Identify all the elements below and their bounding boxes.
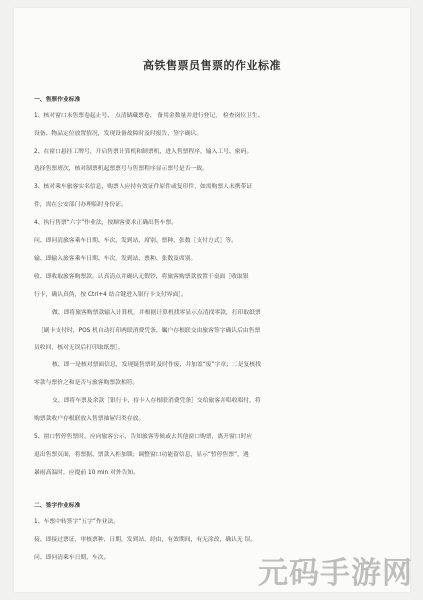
section-1-line: 3、核对乘车旅客实名信息，购票人应持有效证件原件或复印件，如需购票人未携带证 [34, 184, 253, 190]
section-1-line: 做、即将旅客购票款输入计算机，并根据计算机找零显示点清找零款，打印取纸票 [52, 310, 261, 316]
section-1-line: 零款与票价之和是否与旅客购票款相符。 [34, 380, 139, 386]
section-1-line: 暴雨高温时，应提前 10 min 对外告知。 [34, 470, 139, 476]
section-1-line: 2、在窗口悬挂工牌号，开启售票计算机和制票机，进入售票程序，输入工号、密码。 [34, 149, 253, 155]
section-1-line: 选择售票班次，核对制票机起票票号与售票程序显示票号是否一致。 [34, 166, 208, 172]
section-1-line: 行卡，确认真伪，按 Ctrl+4 结合键进入银行卡支付界面］。 [34, 292, 187, 298]
section-1-line: 1、核对窗口未售票卷起止号、 点清储藏票卷、 备用金数量并进行登记， 检查岗位卫生、 [34, 113, 264, 119]
document-page [14, 8, 410, 592]
section-1-line: 收、即收取旅客购票款，认真清点并确认无假钞，将旅客购票款放置于桌面［收取银 [34, 274, 249, 280]
section-1-line: 输、即输入旅客乘车日期、车次，发到站、票种、张数及席别。 [34, 256, 197, 262]
section-1-line: 交、即将车票及余款［银行卡、持卡人存根联消费凭条］交给旅客并唱收唱付，将 [52, 398, 261, 404]
section-1-line: 购票款收户存根联放入售票抽屉归类存放。 [34, 416, 145, 422]
section-1-line: 件，需在公安部门办理临时身份证。 [34, 202, 127, 208]
section-1-line: ［刷卡支付时，POS 机自动打印两联消费凭条，瞩户存根联交由旅客签字确认后由售票 [38, 328, 261, 334]
section-2-line: 1、车票中转签字“五字”作业法。 [34, 519, 120, 525]
section-1-line: 核、即一是核对票面信息，发现疑售票时及时作废，并加盖“废”字章；二是复核找 [52, 362, 261, 368]
section-1-line: 员收回，核对无误后打印取纸票］。 [34, 345, 124, 351]
section-1-line: 设备、物品定位放置情况，发现设备故障时及时报告，签字确认。 [34, 131, 203, 137]
section-1-line: 4、执行售票“六字”作业法，按顺客要求正确出售车票。 [34, 220, 178, 226]
section-1-line: 问、即问清旅客乘车日期、车次、发到站、席别、票种、张数［支付方式］等。 [34, 238, 237, 244]
section-2-heading: 二、签字作业标准 [34, 503, 81, 509]
section-1-heading: 一、售票作业标准 [34, 97, 81, 103]
section-1-line: 5、窗口暂停售票时，应向旅客公示，告知旅客等候或去其他窗口购票，离开窗口时应 [34, 434, 253, 440]
site-watermark: 元码手游网 [258, 556, 413, 591]
document-title: 高铁售票员售票的作业标准 [143, 59, 281, 72]
section-2-line: 问、即问清乘车日期、车次。 [34, 555, 110, 561]
section-1-line: 退出售票页面，将票据、票款入柜加锁；调整窗口功能留信息，显示“暂停售票”，遇 [34, 452, 249, 458]
section-2-line: 接、即接过票证，审核票种，日期，发到站，经由，有效期间，有无涂改，确认无 误。 [34, 537, 257, 543]
